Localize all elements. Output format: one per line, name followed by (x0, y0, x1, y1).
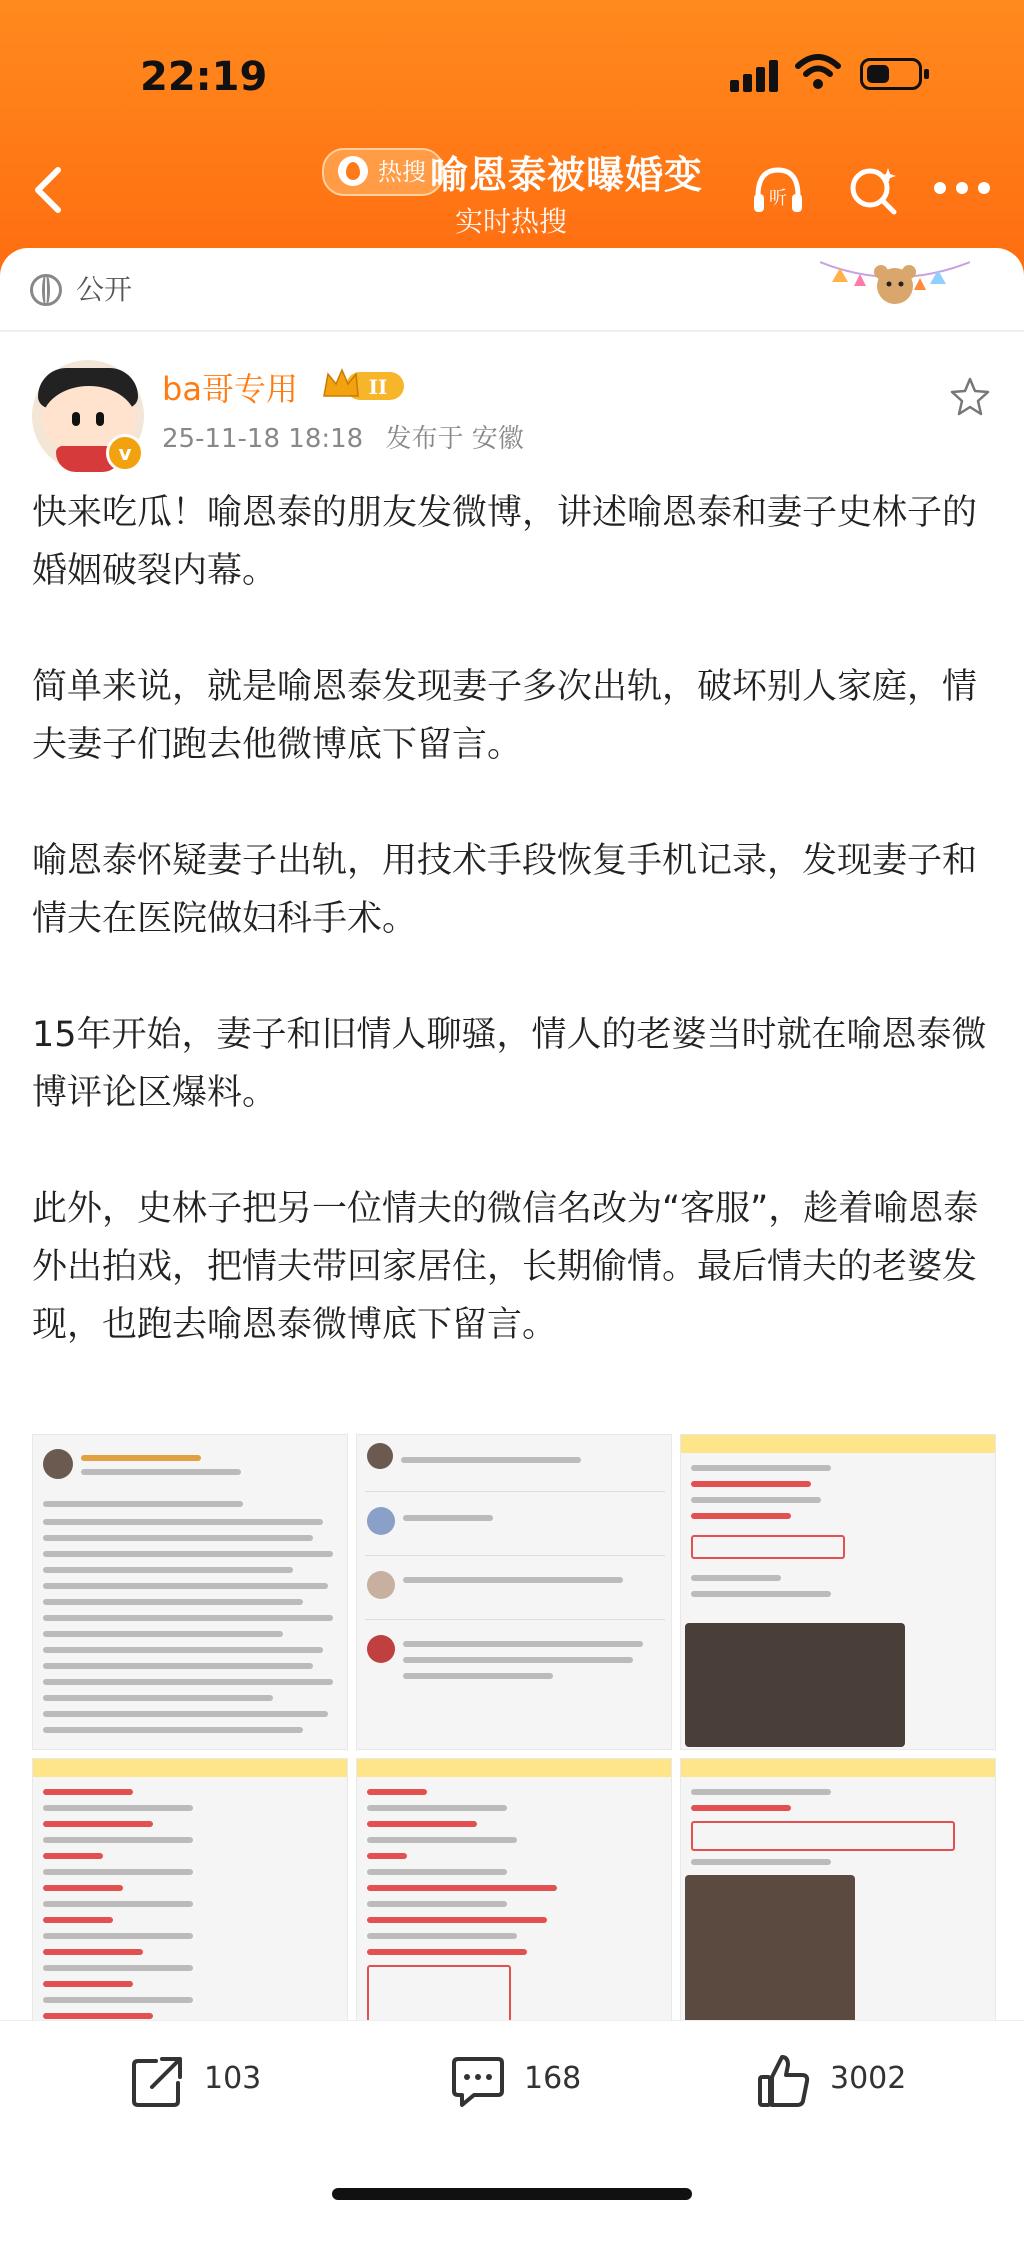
wifi-icon (795, 52, 841, 92)
repost-button[interactable] (130, 2049, 310, 2109)
share-icon (130, 2053, 186, 2109)
comment-button[interactable] (450, 2049, 630, 2109)
post-meta (162, 418, 524, 455)
nav-bar (0, 140, 1024, 250)
page-subtitle: 实时热搜 (455, 205, 568, 238)
vip-crown-badge-icon[interactable] (322, 366, 408, 404)
status-time: 22:19 (140, 54, 268, 100)
post-card (0, 248, 1024, 2224)
comment-count: 168 (524, 2061, 582, 2096)
back-button[interactable] (24, 160, 74, 220)
home-indicator[interactable] (332, 2188, 692, 2200)
divider (0, 330, 1024, 332)
action-bar (0, 2020, 1024, 2141)
author-name[interactable]: ba哥专用 (162, 370, 298, 408)
like-count: 3002 (830, 2061, 907, 2096)
hot-search-badge[interactable] (322, 148, 444, 196)
post-paragraph: 喻恩泰怀疑妻子出轨，用技术手段恢复手机记录，发现妻子和情夫在医院做妇科手术。 (32, 841, 978, 939)
vip-level: II (368, 375, 388, 399)
flame-icon (338, 156, 368, 186)
post-paragraph: 简单来说，就是喻恩泰发现妻子多次出轨，破坏别人家庭，情夫妻子们跑去他微博底下留言。 (32, 667, 978, 765)
bear-decoration-icon (820, 252, 970, 312)
thumbs-up-icon (756, 2053, 812, 2109)
verified-badge-icon: v (106, 434, 144, 472)
post-paragraph: 15年开始，妻子和旧情人聊骚，情人的老婆当时就在喻恩泰微博评论区爆料。 (32, 1015, 987, 1113)
chevron-left-icon (24, 160, 74, 220)
more-icon[interactable] (932, 178, 992, 198)
post-image-2[interactable] (356, 1434, 672, 1750)
post-body (32, 484, 996, 1354)
post-image-1[interactable] (32, 1434, 348, 1750)
like-button[interactable] (756, 2049, 946, 2109)
post-image-3[interactable] (680, 1434, 996, 1750)
battery-icon (860, 58, 922, 90)
post-paragraph: 此外，史林子把另一位情夫的微信名改为“客服”，趁着喻恩泰外出拍戏，把情夫带回家居住，长期偷情。最后情夫的老婆发现，也跑去喻恩泰微博底下留言。 (32, 1189, 979, 1345)
globe-icon (30, 274, 62, 306)
status-bar (0, 0, 1024, 140)
listen-label: 听 (769, 188, 787, 209)
listen-button[interactable] (750, 162, 806, 218)
visibility-indicator (30, 270, 132, 310)
star-icon[interactable] (950, 376, 990, 416)
post-location: 发布于 安徽 (385, 424, 524, 454)
search-icon[interactable] (846, 162, 902, 218)
repost-count: 103 (204, 2061, 262, 2096)
cellular-signal-icon (730, 58, 780, 92)
comment-icon (450, 2053, 506, 2109)
page-title: 喻恩泰被曝婚变 (430, 153, 704, 197)
visibility-label: 公开 (76, 273, 133, 306)
hot-badge-label: 热搜 (378, 158, 426, 186)
post-paragraph: 快来吃瓜！喻恩泰的朋友发微博，讲述喻恩泰和妻子史林子的婚姻破裂内幕。 (32, 493, 978, 591)
post-timestamp: 25-11-18 18:18 (162, 424, 364, 454)
